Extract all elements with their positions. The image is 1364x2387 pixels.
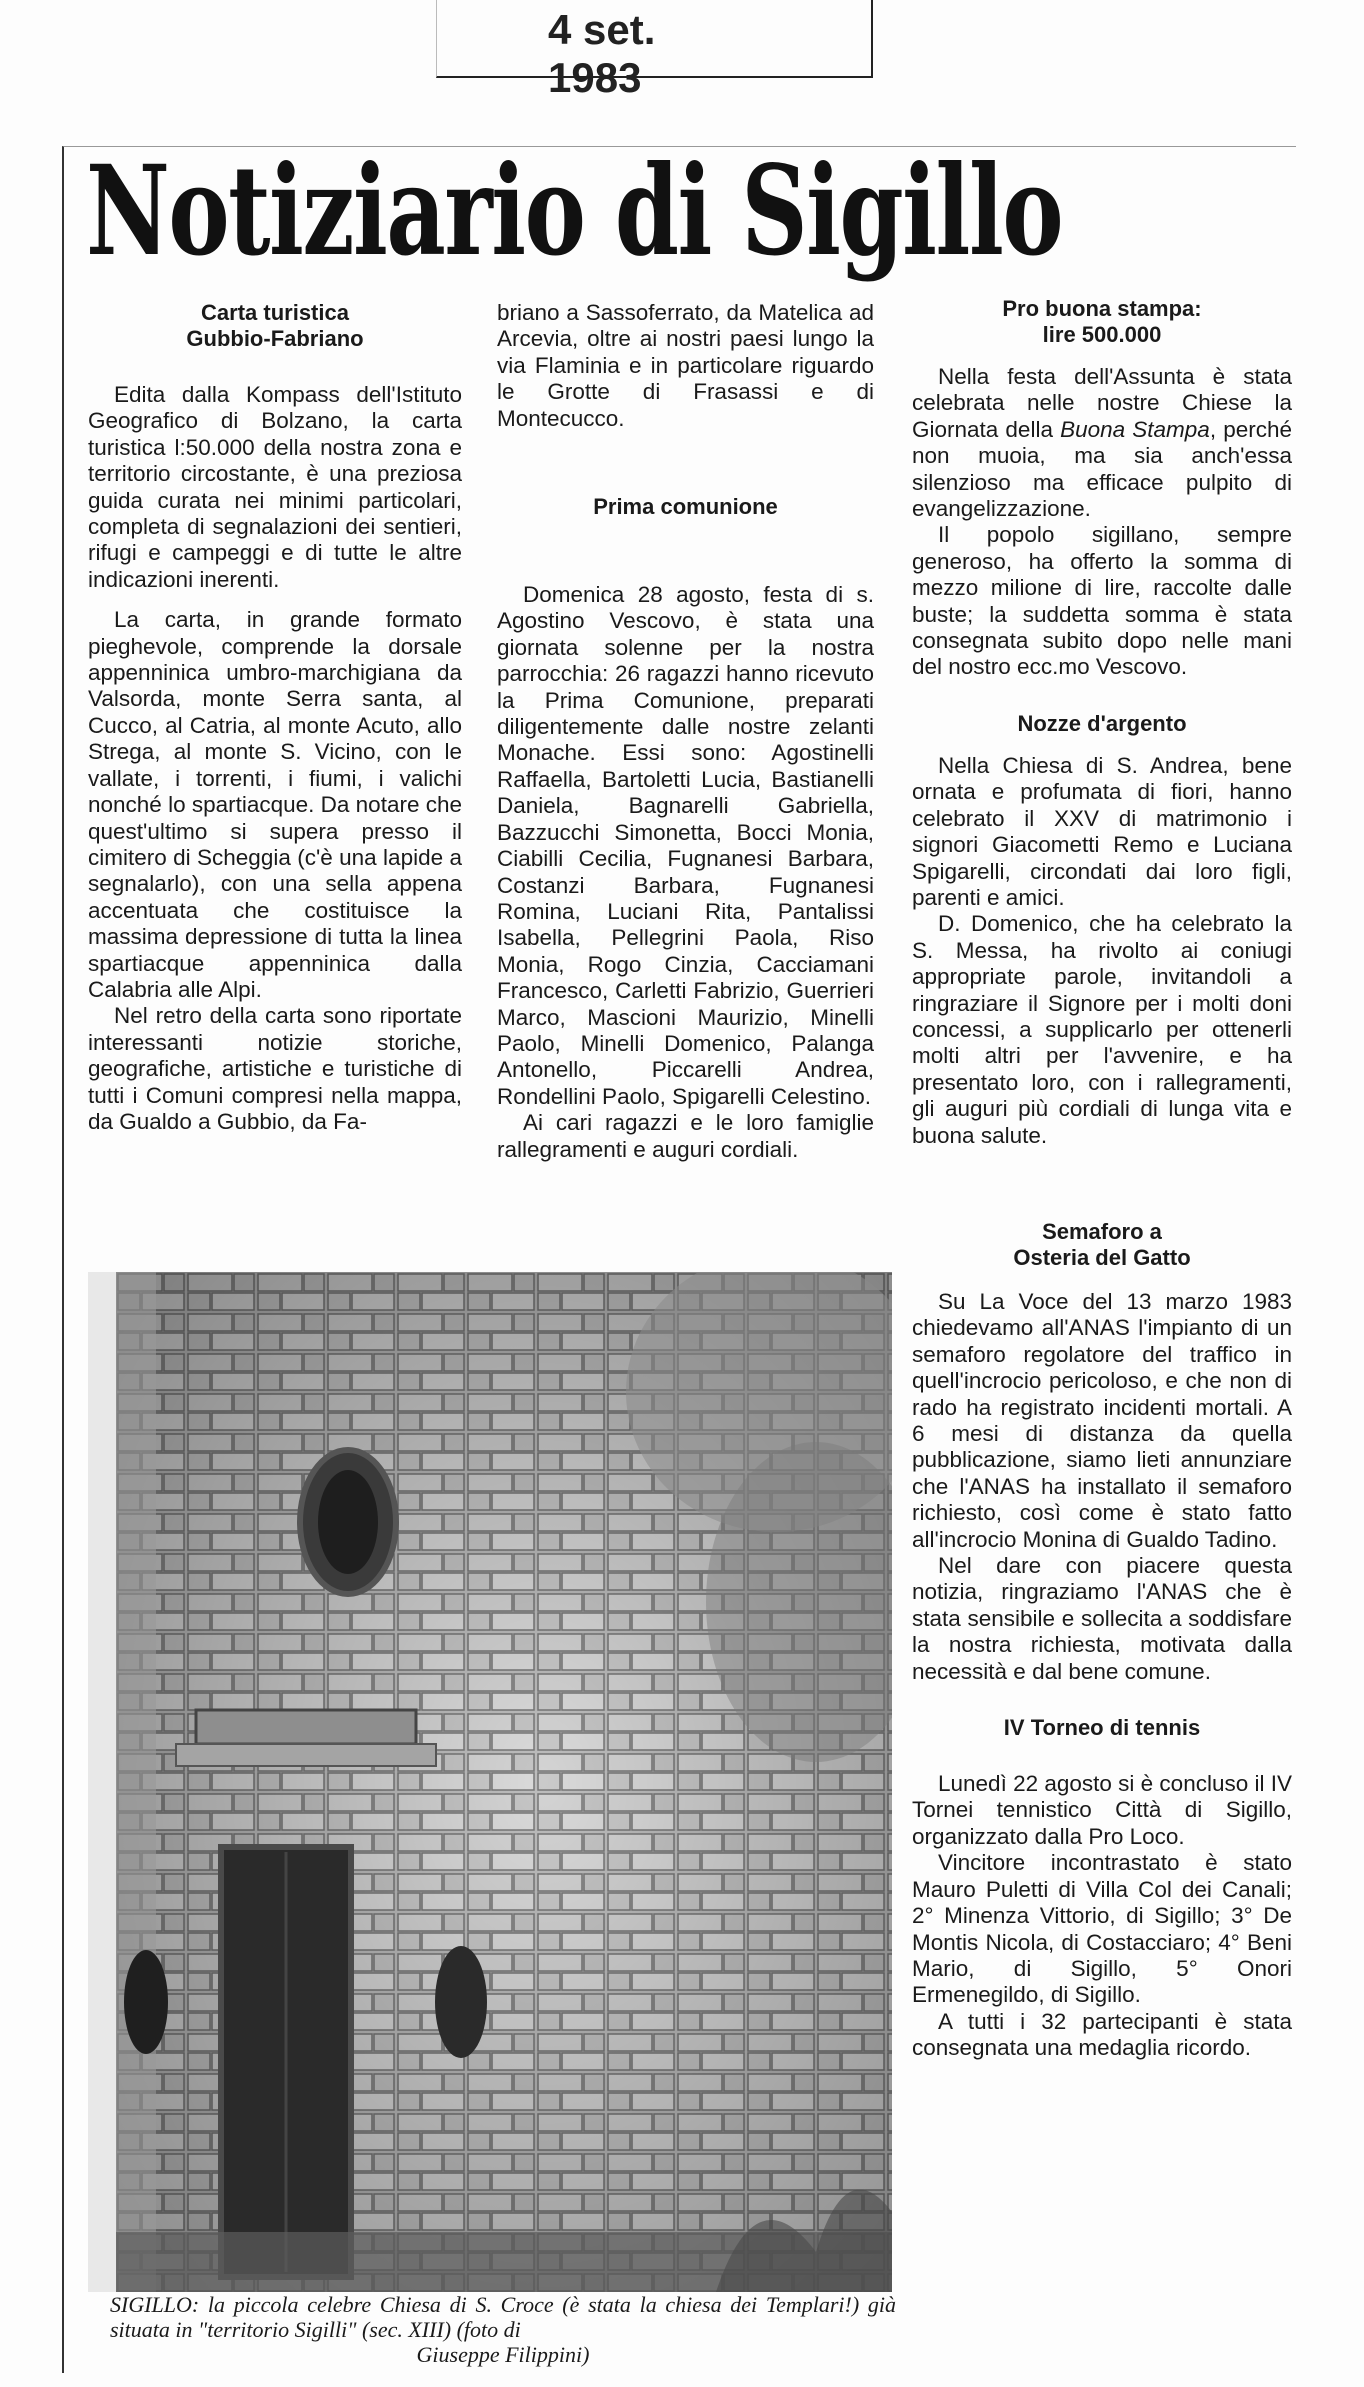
photo-margin xyxy=(88,1272,116,2292)
church-photo xyxy=(116,1272,892,2292)
article-heading-semaforo: Semaforo a Osteria del Gatto xyxy=(1013,1218,1191,1270)
paragraph: Ai cari ragazzi e le loro famiglie rallegramenti e auguri cordiali. xyxy=(497,1110,874,1162)
column-3 xyxy=(912,296,1292,2062)
article-heading-buona-stampa: Pro buona stampa: lire 500.000 xyxy=(1002,296,1202,347)
paragraph: Vincitore incontrastato è stato Mauro Puletti di Villa Col dei Canali; 2° Minenza Vittorio, di Sigillo; 3° De Montis Nicola, di Costacciaro; 4° Beni Mario, di Sigillo, 5° Onori Ermenegildo, di Sigillo. xyxy=(912,1850,1292,2008)
paragraph: La carta, in grande formato pieghevole, comprende la dorsale appenninica umbro-marchigiana da Valsorda, monte Serra santa, al Cucco, al Catria, al monte Acuto, allo Strega, al monte S. Vicino, con le vallate, i torrenti, i fiumi, i valichi nonché lo spartiacque. Da notare che quest'ultimo si supera presso il cimitero di Scheggia (c'è una lapide a segnalarlo), con una sella appena accentuata che costituisce la massima depressione di tutta la linea spartiacque appenninica dalla Calabria alle Alpi. xyxy=(88,607,462,1002)
paragraph: Nel dare con piacere questa notizia, ringraziamo l'ANAS che è stata sensibile e sollecita a soddisfare la nostra richiesta, motivata dalla necessità e dal bene comune. xyxy=(912,1553,1292,1684)
article-heading-prima-comunione: Prima comunione xyxy=(593,494,778,520)
paragraph: Il popolo sigillano, sempre generoso, ha offerto la somma di mezzo milione di lire, raccolte dalle buste; la suddetta somma è stata consegnata subito dopo nelle mani del nostro ecc.mo Vescovo. xyxy=(912,522,1292,680)
column-1 xyxy=(88,300,462,1135)
paragraph: Edita dalla Kompass dell'Istituto Geografico di Bolzano, la carta turistica l:50.000 della nostra zona e territorio circostante, è una preziosa guida curata nei minimi particolari, completa di segnalazioni dei sentieri, rifugi e campeggi e di tutte le altre indicazioni inerenti. xyxy=(88,382,462,592)
article-heading-nozze-argento: Nozze d'argento xyxy=(1017,710,1187,736)
paragraph: Domenica 28 agosto, festa di s. Agostino Vescovo, è stata una giornata solenne per la nostra parrocchia: 26 ragazzi hanno ricevuto la Prima Comunione, preparati diligentemente dalle nostre zelanti Monache. Essi sono: Agostinelli Raffaella, Bartoletti Lucia, Bastianelli Daniela, Bagnarelli Gabriella, Bazzucchi Simonetta, Bocci Monia, Ciabilli Cecilia, Fugnanesi Barbara, Costanzi Barbara, Fugnanesi Romina, Luciani Rita, Pantalissi Isabella, Pellegrini Paola, Riso Monia, Rogo Cinzia, Cacciamani Francesco, Carletti Fabrizio, Guerrieri Marco, Mascioni Maurizio, Minelli Paolo, Minelli Domenico, Palanga Antonello, Piccarelli Andrea, Rondellini Paolo, Spigarelli Celestino. xyxy=(497,582,874,1109)
church-photo-image xyxy=(116,1272,892,2292)
column-2 xyxy=(497,300,874,1163)
paragraph: D. Domenico, che ha celebrato la S. Messa, ha rivolto ai coniugi appropriate parole, invitandoli a ringraziare il Signore per i molti doni concessi, a supplicarlo per ottenerli molti altri per l'avvenire, e ha presentato loro, con i rallegramenti, gli auguri più cordiali di lunga vita e buona salute. xyxy=(912,911,1292,1148)
newspaper-masthead: Notiziario di Sigillo xyxy=(86,139,1063,284)
clipping-date: 4 set. 1983 xyxy=(548,6,656,101)
paragraph: Nella festa dell'Assunta è stata celebrata nelle nostre Chiese la Giornata della Buona Stampa, perché non muoia, ma sia anch'essa silenzioso ma efficace pulpito di evangelizzazione. xyxy=(912,364,1292,522)
article-heading-torneo-tennis: IV Torneo di tennis xyxy=(1003,1715,1201,1741)
article-heading-carta-turistica: Carta turistica Gubbio-Fabriano xyxy=(186,300,364,351)
photo-caption: SIGILLO: la piccola celebre Chiesa di S. Croce (è stata la chiesa dei Templari!) già situata in "territorio Sigilli" (sec. XIII) (foto di Giuseppe Filippini) xyxy=(110,2292,896,2367)
paragraph: Su La Voce del 13 marzo 1983 chiedevamo all'ANAS l'impianto di un semaforo regolatore del traffico in quell'incrocio pericoloso, e che non di rado ha registrato incidenti mortali. A 6 mesi di distanza da quella pubblicazione, siamo lieti annunziare che l'ANAS ha installato il semaforo richiesto, così come è stato fatto all'incrocio Monina di Gualdo Tadino. xyxy=(912,1288,1292,1552)
paragraph: Nella Chiesa di S. Andrea, bene ornata e profumata di fiori, hanno celebrato il XXV di matrimonio i signori Giacometti Remo e Luciana Spigarelli, circondati dai loro figli, parenti e amici. xyxy=(912,752,1292,910)
paragraph: Lunedì 22 agosto si è concluso il IV Tornei tennistico Città di Sigillo, organizzato dalla Pro Loco. xyxy=(912,1771,1292,1849)
paragraph: A tutti i 32 partecipanti è stata consegnata una medaglia ricordo. xyxy=(912,2008,1292,2061)
paragraph: Nel retro della carta sono riportate interessanti notizie storiche, geografiche, artistiche e turistiche di tutti i Comuni compresi nella mappa, da Gualdo a Gubbio, da Fa- xyxy=(88,1003,462,1134)
paragraph-continued: briano a Sassoferrato, da Matelica ad Arcevia, oltre ai nostri paesi lungo la via Flaminia e in particolare riguardo le Grotte di Frasassi e di Montecucco. xyxy=(497,300,874,431)
